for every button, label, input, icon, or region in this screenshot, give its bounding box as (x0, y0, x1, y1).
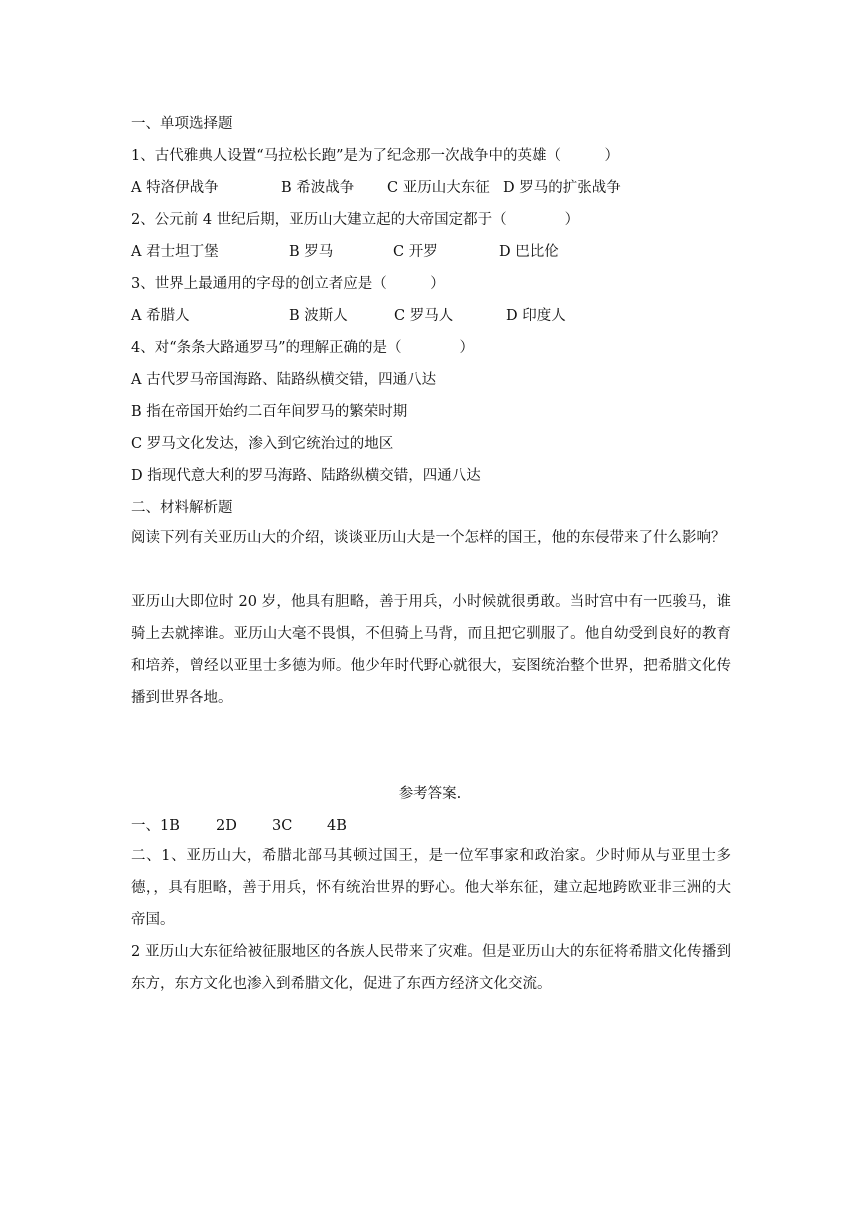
answer-2: 2D (216, 818, 237, 834)
question-1-stem: 1、古代雅典人设置“马拉松长跑”是为了纪念那一次战争中的英雄（ ） (131, 148, 620, 164)
material-text: 亚历山大即位时 20 岁，他具有胆略，善于用兵，小时候就很勇敢。当时宫中有一匹骏马，谁骑上去就摔谁。亚历山大毫不畏惧，不但骑上马背，而且把它驯服了。他自幼受到良好的教育和培养，曾经以亚里士多德为师。他少年时代野心就很大，妄图统治整个世界，把希腊文化传播到世界各地。 (131, 594, 731, 706)
answers-title: 参考答案. (398, 786, 462, 802)
section2-title: 二、材料解析题 (131, 500, 233, 516)
question-2-options (131, 242, 559, 262)
question-2-stem: 2、公元前 4 世纪后期，亚历山大建立起的大帝国定都于（ ） (131, 212, 580, 228)
question-4-stem: 4、对“条条大路通罗马”的理解正确的是（ ） (131, 340, 475, 356)
q3-option-d: D 印度人 (506, 308, 566, 324)
q4-option-a: A 古代罗马帝国海路、陆路纵横交错，四通八达 (131, 372, 437, 388)
question-3-options (131, 306, 566, 326)
answer-2-part2: 2 亚历山大东征给被征服地区的各族人民带来了灾难。但是亚历山大的东征将希腊文化传播到东方，东方文化也渗入到希腊文化，促进了东西方经济文化交流。 (131, 944, 731, 992)
q2-option-b: B 罗马 (289, 244, 334, 260)
answer-2-part1: 二、1、亚历山大，希腊北部马其顿过国王，是一位军事家和政治家。少时师从与亚里士多德，，具有胆略，善于用兵，怀有统治世界的野心。他大举东征，建立起地跨欧亚非三洲的大帝国。 (131, 848, 731, 928)
q4-option-c: C 罗马文化发达，渗入到它统治过的地区 (131, 436, 394, 452)
q1-option-c: C 亚历山大东征 (387, 180, 490, 196)
q2-option-c: C 开罗 (393, 244, 438, 260)
q2-option-d: D 巴比伦 (499, 244, 559, 260)
material-prompt: 阅读下列有关亚历山大的介绍，谈谈亚历山大是一个怎样的国王，他的东侵带来了什么影响？ (131, 530, 726, 546)
q1-option-b: B 希波战争 (281, 180, 355, 196)
section1-title: 一、单项选择题 (131, 116, 233, 132)
q3-option-c: C 罗马人 (394, 308, 454, 324)
q2-option-a: A 君士坦丁堡 (131, 244, 219, 260)
question-3-stem: 3、世界上最通用的字母的创立者应是（ ） (131, 276, 445, 292)
q3-option-a: A 希腊人 (131, 308, 190, 324)
q3-option-b: B 波斯人 (289, 308, 348, 324)
question-1-options (131, 178, 621, 198)
answer-4: 4B (327, 818, 347, 834)
answer-3: 3C (272, 818, 293, 834)
q4-option-b: B 指在帝国开始约二百年间罗马的繁荣时期 (131, 404, 408, 420)
q1-option-d: D 罗马的扩张战争 (503, 180, 621, 196)
q4-option-d: D 指现代意大利的罗马海路、陆路纵横交错，四通八达 (131, 468, 481, 484)
answers-row (131, 816, 347, 836)
answer-1: 一、1B (131, 818, 180, 834)
q1-option-a: A 特洛伊战争 (131, 180, 219, 196)
